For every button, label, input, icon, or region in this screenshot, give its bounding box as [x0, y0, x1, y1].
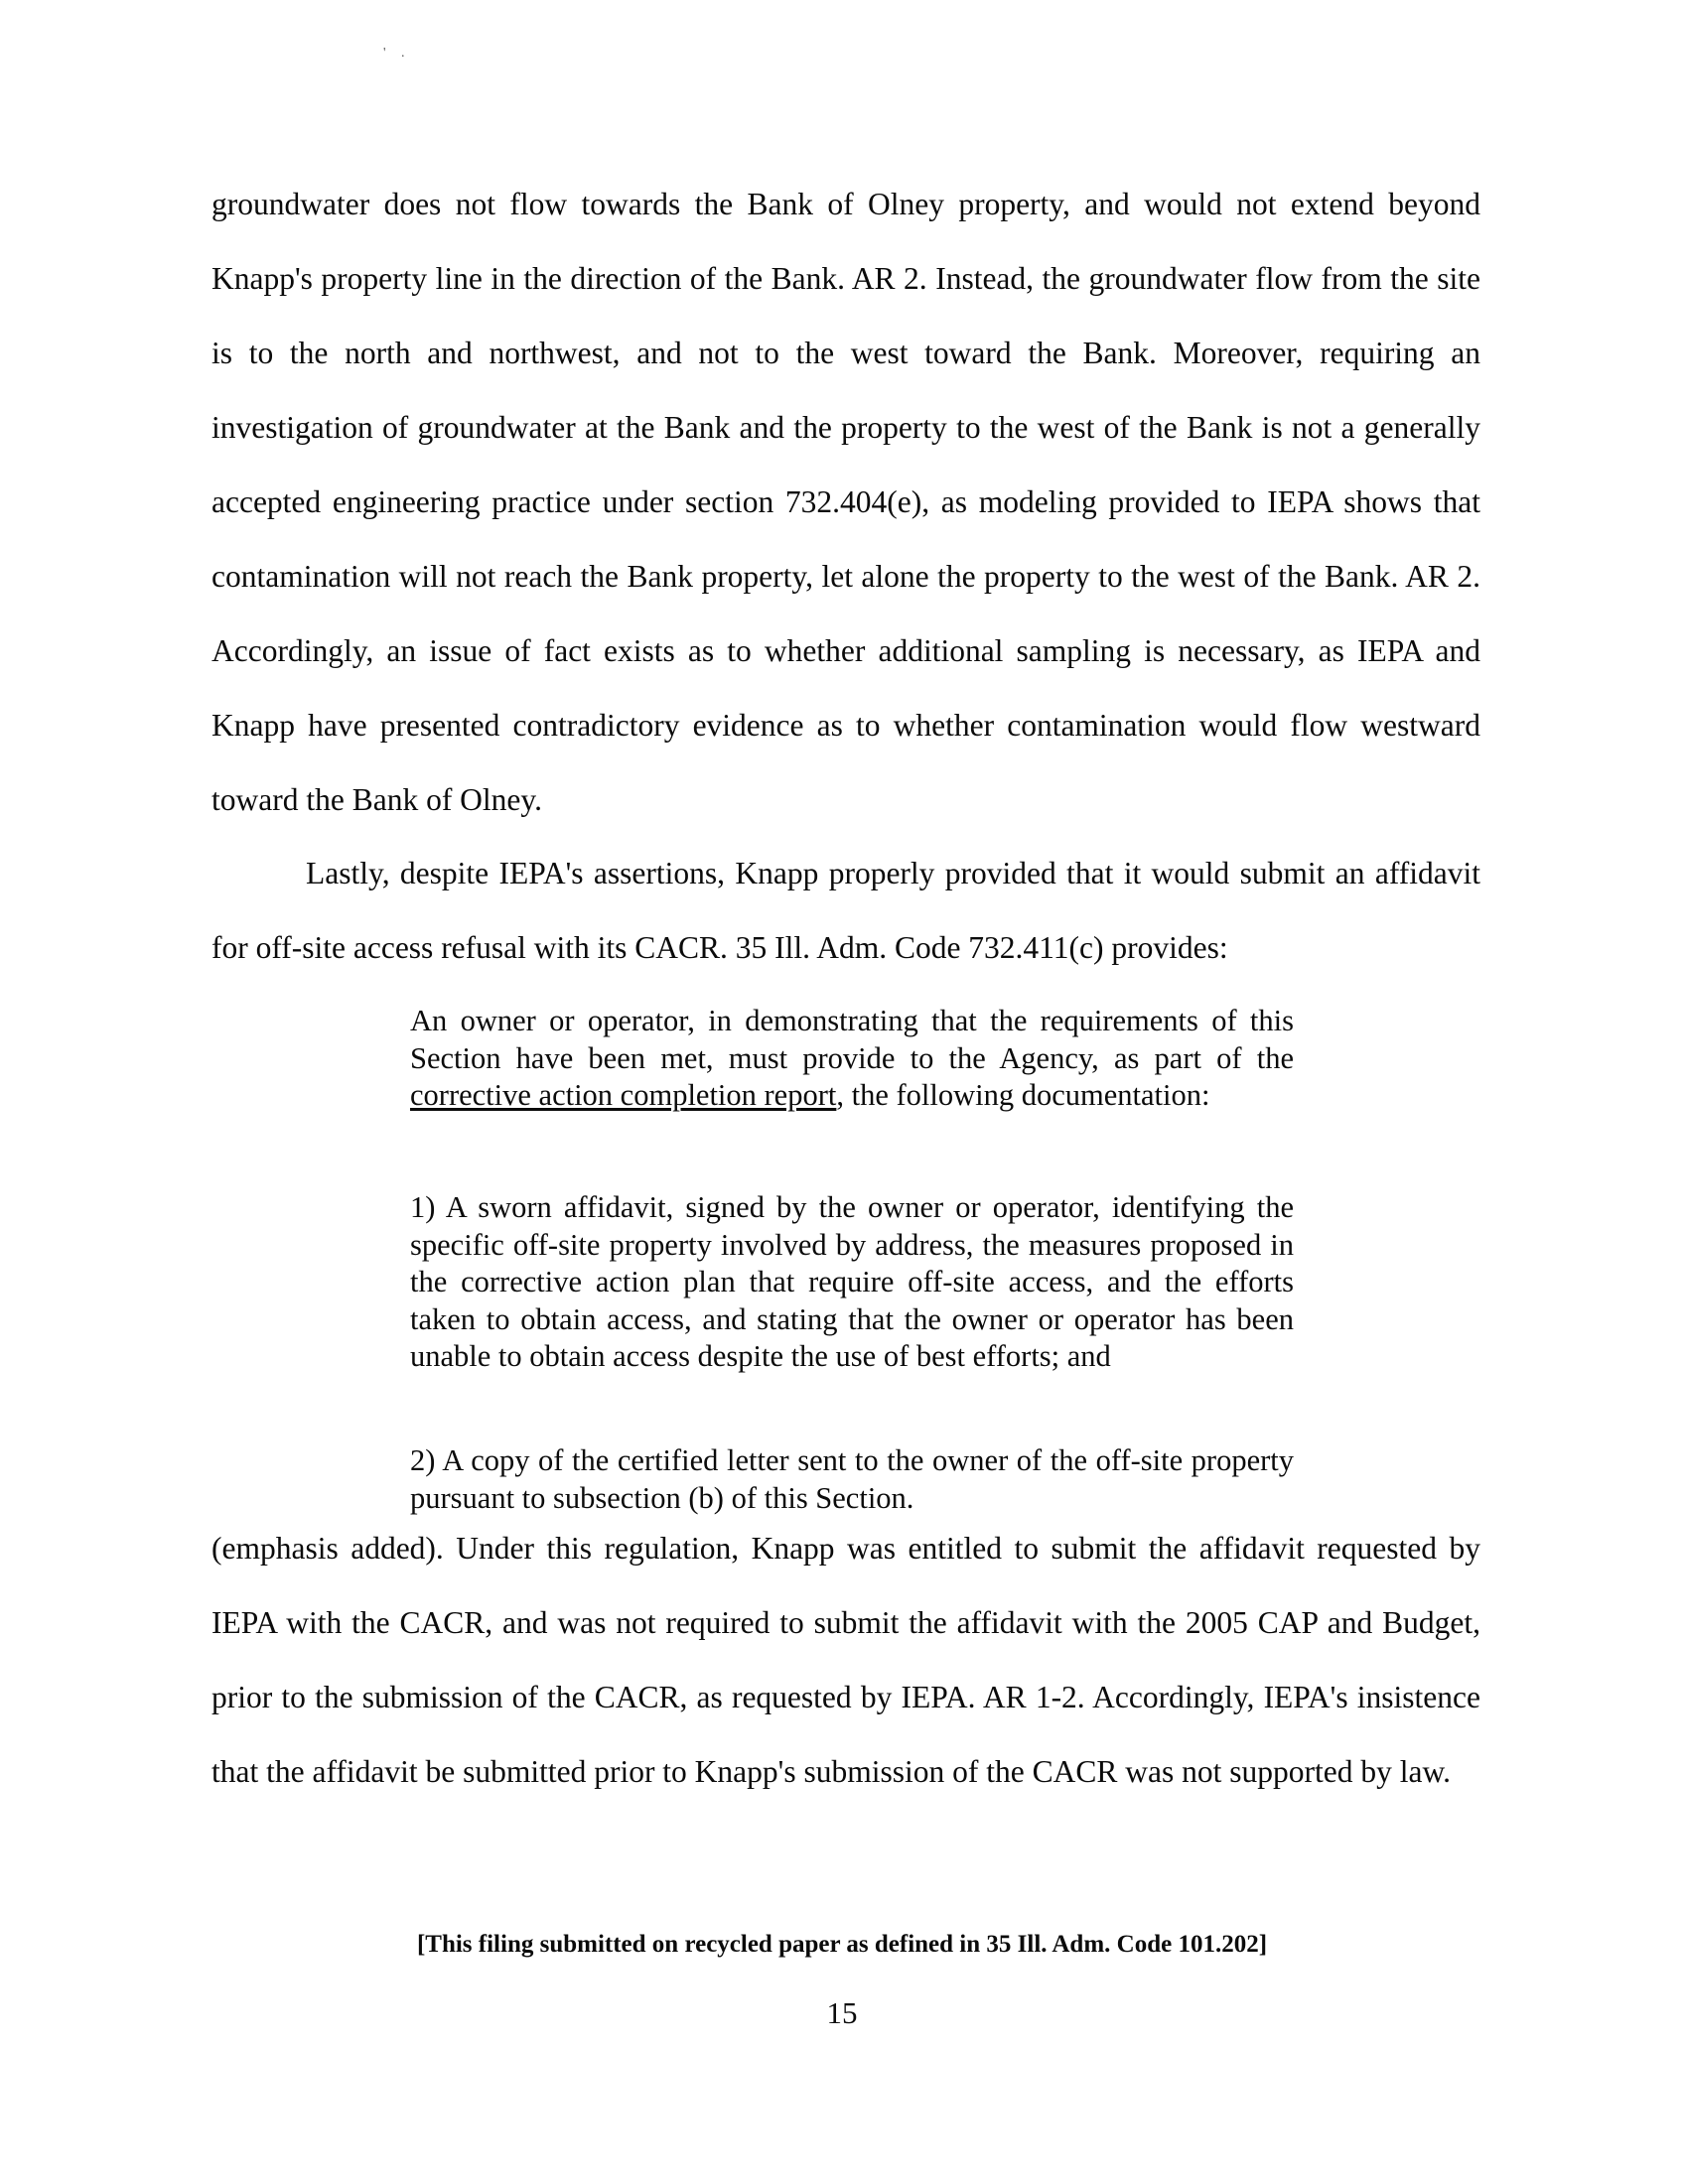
- block-quote-item-1: 1) A sworn affidavit, signed by the owner or operator, identifying the specific off-site property involved by address, the measures proposed in the corrective action plan that require off-site access, and the efforts taken to obtain access, and stating that the owner or operator has been unable to obtain access despite the use of best efforts; and: [410, 1190, 1294, 1373]
- block-quote-intro: [410, 1003, 1294, 1115]
- recycled-paper-note: [This filing submitted on recycled paper as defined in 35 Ill. Adm. Code 101.202]: [416, 1931, 1268, 1958]
- quote-intro-after: , the following documentation:: [836, 1078, 1210, 1112]
- quote-intro-before: An owner or operator, in demonstrating that the requirements of this Section have been met, must provide to the Agency, as part of the: [410, 1004, 1294, 1075]
- page-number: 15: [826, 1995, 858, 2030]
- quote-underlined-phrase: corrective action completion report: [410, 1078, 837, 1112]
- paragraph-affidavit-intro: Lastly, despite IEPA's assertions, Knapp properly provided that it would submit an affidavit for off-site access refusal with its CACR. 35 Ill. Adm. Code 732.411(c) provides:: [211, 856, 1480, 965]
- block-quote-item-2: 2) A copy of the certified letter sent to the owner of the off-site property pursuant to subsection (b) of this Section.: [410, 1443, 1294, 1515]
- paragraph-emphasis-added: (emphasis added). Under this regulation, Knapp was entitled to submit the affidavit requested by IEPA with the CACR, and was not required to submit the affidavit with the 2005 CAP and Budget, prior to the submission of the CACR, as requested by IEPA. AR 1-2. Accordingly, IEPA's insistence that the affidavit be submitted prior to Knapp's submission of the CACR was not supported by law.: [211, 1531, 1480, 1789]
- paragraph-groundwater-flow: groundwater does not flow towards the Bank of Olney property, and would not extend beyond Knapp's property line in the direction of the Bank. AR 2. Instead, the groundwater flow from the site is to the north and northwest, and not to the west toward the Bank. Moreover, requiring an investigation of groundwater at the Bank and the property to the west of the Bank is not a generally accepted engineering practice under section 732.404(e), as modeling provided to IEPA shows that contamination will not reach the Bank property, let alone the property to the west of the Bank. AR 2. Accordingly, an issue of fact exists as to whether additional sampling is necessary, as IEPA and Knapp have presented contradictory evidence as to whether contamination would flow westward toward the Bank of Olney.: [211, 187, 1480, 817]
- scan-specks: ' .: [383, 46, 411, 61]
